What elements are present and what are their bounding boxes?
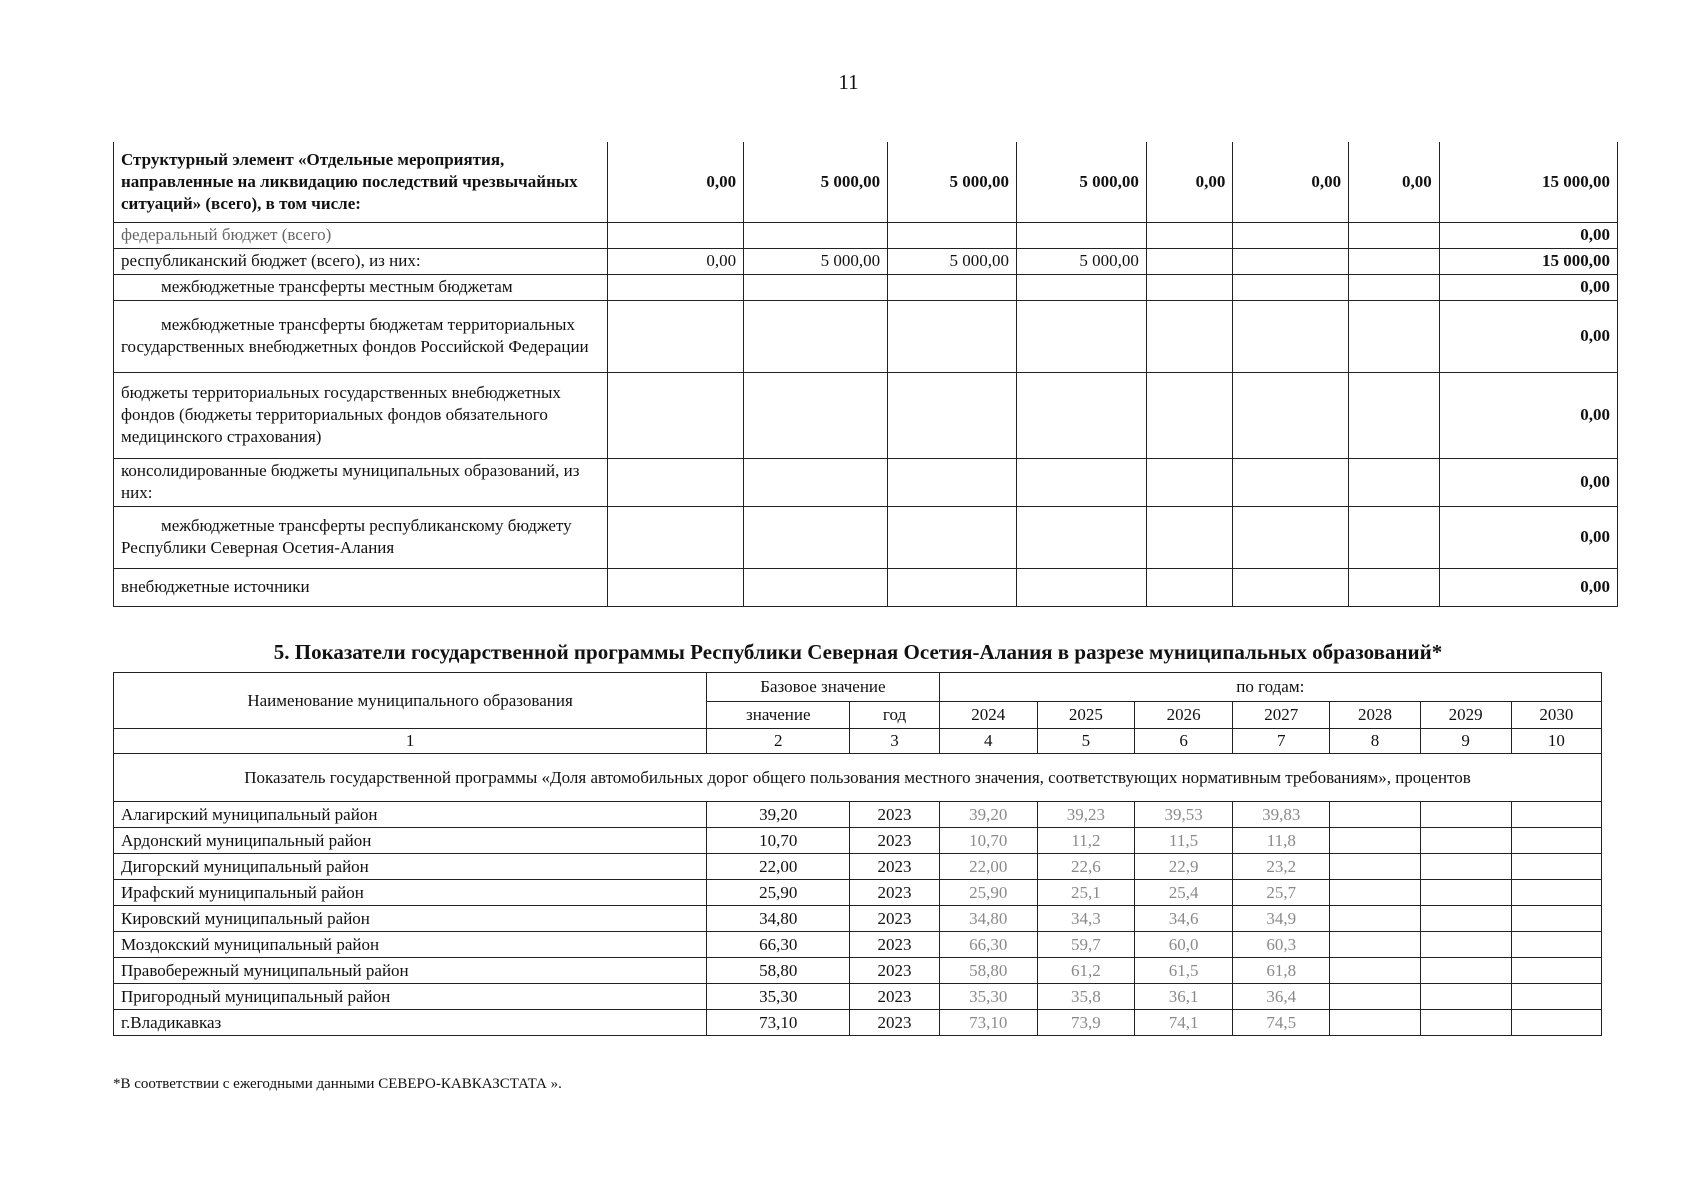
table-row: [114, 828, 1602, 854]
year-value: 73,10: [939, 1010, 1037, 1036]
year-value: [1330, 906, 1420, 932]
base-value: 25,90: [707, 880, 850, 906]
year-value: 11,8: [1233, 828, 1330, 854]
financing-cell: [1016, 458, 1146, 506]
year-value: [1511, 1010, 1601, 1036]
financing-cell: [608, 300, 744, 372]
year-value: [1420, 958, 1511, 984]
year-value: [1420, 906, 1511, 932]
municipality-name: г.Владикавказ: [114, 1010, 707, 1036]
financing-cell: [888, 274, 1017, 300]
financing-cell: [744, 372, 888, 458]
financing-cell: [888, 458, 1017, 506]
financing-row-label: межбюджетные трансферты бюджетам территориальных государственных внебюджетных фондов Российской Федерации: [114, 300, 608, 372]
municipality-name: Ирафский муниципальный район: [114, 880, 707, 906]
financing-row-label: внебюджетные источники: [114, 568, 608, 606]
year-value: 36,4: [1233, 984, 1330, 1010]
municipality-name: Моздокский муниципальный район: [114, 932, 707, 958]
year-value: 34,9: [1233, 906, 1330, 932]
financing-cell: [608, 458, 744, 506]
financing-cell: [1349, 568, 1440, 606]
header-year: 2029: [1420, 702, 1511, 729]
municipality-name: Пригородный муниципальный район: [114, 984, 707, 1010]
indicator-title: Показатель государственной программы «Доля автомобильных дорог общего пользования местного значения, соответствующих нормативным требованиям», процентов: [114, 754, 1602, 802]
financing-cell: [608, 506, 744, 568]
year-value: [1420, 854, 1511, 880]
year-value: 35,8: [1037, 984, 1134, 1010]
financing-cell: [1233, 568, 1349, 606]
financing-total: 0,00: [1439, 568, 1617, 606]
financing-total: 0,00: [1439, 458, 1617, 506]
header-year: 2025: [1037, 702, 1134, 729]
financing-cell: 5 000,00: [888, 142, 1017, 222]
base-value: 10,70: [707, 828, 850, 854]
financing-cell: [1349, 458, 1440, 506]
financing-cell: [744, 506, 888, 568]
base-value: 22,00: [707, 854, 850, 880]
base-value: 73,10: [707, 1010, 850, 1036]
year-value: 39,20: [939, 802, 1037, 828]
year-value: 61,5: [1134, 958, 1232, 984]
financing-cell: [888, 222, 1017, 248]
financing-cell: [1146, 372, 1233, 458]
footnote: *В соответствии с ежегодными данными СЕВЕРО-КАВКАЗСТАТА ».: [113, 1076, 562, 1092]
year-value: 34,3: [1037, 906, 1134, 932]
financing-cell: [744, 300, 888, 372]
year-value: [1330, 802, 1420, 828]
financing-cell: [744, 274, 888, 300]
year-value: 11,5: [1134, 828, 1232, 854]
financing-cell: [1146, 222, 1233, 248]
financing-cell: [1146, 300, 1233, 372]
col-number: 7: [1233, 729, 1330, 754]
financing-cell: 5 000,00: [744, 248, 888, 274]
year-value: [1511, 802, 1601, 828]
year-value: [1330, 984, 1420, 1010]
financing-row-label: межбюджетные трансферты местным бюджетам: [114, 274, 608, 300]
indicators-table: [113, 672, 1602, 1036]
base-year: 2023: [850, 854, 939, 880]
financing-cell: [1146, 568, 1233, 606]
financing-cell: [888, 506, 1017, 568]
municipality-name: Кировский муниципальный район: [114, 906, 707, 932]
table-row: [114, 880, 1602, 906]
financing-cell: 0,00: [608, 142, 744, 222]
base-year: 2023: [850, 906, 939, 932]
financing-cell: [1233, 506, 1349, 568]
financing-total: 0,00: [1439, 300, 1617, 372]
year-value: 39,53: [1134, 802, 1232, 828]
financing-row-label: межбюджетные трансферты республиканскому бюджету Республики Северная Осетия-Алания: [114, 506, 608, 568]
section-title: 5. Показатели государственной программы Республики Северная Осетия-Алания в разрезе муниципальных образований*: [273, 640, 1443, 664]
financing-row-label: республиканский бюджет (всего), из них:: [114, 248, 608, 274]
financing-cell: [608, 568, 744, 606]
financing-cell: [1349, 248, 1440, 274]
year-value: 25,4: [1134, 880, 1232, 906]
header-base-value: значение: [707, 702, 850, 729]
year-value: [1330, 958, 1420, 984]
financing-cell: [1146, 274, 1233, 300]
year-value: [1511, 828, 1601, 854]
header-year: 2030: [1511, 702, 1601, 729]
year-value: 73,9: [1037, 1010, 1134, 1036]
year-value: [1511, 984, 1601, 1010]
year-value: [1330, 1010, 1420, 1036]
year-value: 66,30: [939, 932, 1037, 958]
year-value: 61,8: [1233, 958, 1330, 984]
financing-cell: [888, 300, 1017, 372]
financing-cell: [1349, 506, 1440, 568]
base-year: 2023: [850, 880, 939, 906]
year-value: 59,7: [1037, 932, 1134, 958]
base-year: 2023: [850, 1010, 939, 1036]
financing-cell: [1016, 300, 1146, 372]
financing-row: [114, 222, 1618, 248]
year-value: [1511, 932, 1601, 958]
financing-cell: [1146, 248, 1233, 274]
base-year: 2023: [850, 828, 939, 854]
header-years-group: по годам:: [939, 673, 1601, 702]
financing-cell: 5 000,00: [1016, 142, 1146, 222]
year-value: 36,1: [1134, 984, 1232, 1010]
year-value: [1511, 958, 1601, 984]
financing-cell: 5 000,00: [1016, 248, 1146, 274]
financing-table: [113, 142, 1618, 607]
header-year: 2027: [1233, 702, 1330, 729]
financing-cell: [608, 274, 744, 300]
financing-cell: [1233, 300, 1349, 372]
year-value: [1420, 828, 1511, 854]
table-row: [114, 984, 1602, 1010]
year-value: 74,5: [1233, 1010, 1330, 1036]
municipality-name: Алагирский муниципальный район: [114, 802, 707, 828]
year-value: 25,1: [1037, 880, 1134, 906]
financing-row: [114, 506, 1618, 568]
financing-cell: [744, 458, 888, 506]
table-row: [114, 1010, 1602, 1036]
header-base-group: Базовое значение: [707, 673, 939, 702]
year-value: [1511, 906, 1601, 932]
financing-cell: [888, 568, 1017, 606]
col-number: 8: [1330, 729, 1420, 754]
financing-row-label: бюджеты территориальных государственных внебюджетных фондов (бюджеты территориальных фондов обязательного медицинского страхования): [114, 372, 608, 458]
financing-cell: 0,00: [1146, 142, 1233, 222]
financing-cell: [1016, 506, 1146, 568]
financing-cell: [608, 372, 744, 458]
financing-row-label: Структурный элемент «Отдельные мероприятия, направленные на ликвидацию последствий чрезвычайных ситуаций» (всего), в том числе:: [114, 142, 608, 222]
financing-cell: [1233, 372, 1349, 458]
col-number: 6: [1134, 729, 1232, 754]
base-year: 2023: [850, 802, 939, 828]
financing-row-label: федеральный бюджет (всего): [114, 222, 608, 248]
financing-cell: [1233, 458, 1349, 506]
municipality-name: Ардонский муниципальный район: [114, 828, 707, 854]
year-value: 58,80: [939, 958, 1037, 984]
base-value: 34,80: [707, 906, 850, 932]
year-value: 25,7: [1233, 880, 1330, 906]
financing-cell: [1349, 300, 1440, 372]
header-year: 2024: [939, 702, 1037, 729]
financing-row: [114, 372, 1618, 458]
financing-total: 0,00: [1439, 506, 1617, 568]
financing-cell: [1016, 274, 1146, 300]
year-value: 60,3: [1233, 932, 1330, 958]
header-year: 2026: [1134, 702, 1232, 729]
financing-cell: [1016, 568, 1146, 606]
financing-cell: [1349, 274, 1440, 300]
year-value: [1420, 984, 1511, 1010]
financing-total: 0,00: [1439, 274, 1617, 300]
financing-cell: 0,00: [1349, 142, 1440, 222]
financing-row: [114, 300, 1618, 372]
year-value: 22,6: [1037, 854, 1134, 880]
year-value: 25,90: [939, 880, 1037, 906]
col-number: 9: [1420, 729, 1511, 754]
financing-row: [114, 248, 1618, 274]
financing-cell: [744, 568, 888, 606]
year-value: 23,2: [1233, 854, 1330, 880]
table-row: [114, 958, 1602, 984]
year-value: [1330, 932, 1420, 958]
financing-cell: [1146, 506, 1233, 568]
financing-row: [114, 458, 1618, 506]
financing-cell: 5 000,00: [888, 248, 1017, 274]
header-name-col: Наименование муниципального образования: [114, 673, 707, 729]
col-number: 3: [850, 729, 939, 754]
base-value: 35,30: [707, 984, 850, 1010]
financing-cell: 5 000,00: [744, 142, 888, 222]
financing-row-label: консолидированные бюджеты муниципальных образований, из них:: [114, 458, 608, 506]
col-number: 10: [1511, 729, 1601, 754]
financing-total: 15 000,00: [1439, 248, 1617, 274]
financing-total: 0,00: [1439, 372, 1617, 458]
financing-cell: 0,00: [1233, 142, 1349, 222]
financing-cell: [1233, 248, 1349, 274]
financing-cell: 0,00: [608, 248, 744, 274]
year-value: 34,80: [939, 906, 1037, 932]
table-row: [114, 906, 1602, 932]
year-value: [1420, 1010, 1511, 1036]
year-value: [1511, 854, 1601, 880]
year-value: 61,2: [1037, 958, 1134, 984]
financing-cell: [744, 222, 888, 248]
base-value: 39,20: [707, 802, 850, 828]
financing-cell: [608, 222, 744, 248]
year-value: [1511, 880, 1601, 906]
financing-row: [114, 142, 1618, 222]
financing-row: [114, 274, 1618, 300]
year-value: [1330, 880, 1420, 906]
year-value: 11,2: [1037, 828, 1134, 854]
year-value: 22,00: [939, 854, 1037, 880]
year-value: 39,83: [1233, 802, 1330, 828]
base-value: 58,80: [707, 958, 850, 984]
financing-cell: [1233, 274, 1349, 300]
year-value: 34,6: [1134, 906, 1232, 932]
base-year: 2023: [850, 958, 939, 984]
year-value: [1420, 802, 1511, 828]
year-value: [1420, 880, 1511, 906]
page-number: 11: [838, 70, 859, 94]
base-value: 66,30: [707, 932, 850, 958]
year-value: 10,70: [939, 828, 1037, 854]
table-row: [114, 854, 1602, 880]
financing-cell: [1233, 222, 1349, 248]
year-value: [1330, 828, 1420, 854]
col-number: 2: [707, 729, 850, 754]
base-year: 2023: [850, 984, 939, 1010]
financing-cell: [1146, 458, 1233, 506]
table-row: [114, 802, 1602, 828]
financing-cell: [1349, 222, 1440, 248]
table-row: [114, 932, 1602, 958]
financing-total: 15 000,00: [1439, 142, 1617, 222]
year-value: [1330, 854, 1420, 880]
year-value: 35,30: [939, 984, 1037, 1010]
year-value: 74,1: [1134, 1010, 1232, 1036]
header-year: 2028: [1330, 702, 1420, 729]
year-value: 22,9: [1134, 854, 1232, 880]
financing-cell: [1016, 372, 1146, 458]
col-number: 4: [939, 729, 1037, 754]
base-year: 2023: [850, 932, 939, 958]
financing-cell: [1349, 372, 1440, 458]
year-value: [1420, 932, 1511, 958]
financing-row: [114, 568, 1618, 606]
year-value: 60,0: [1134, 932, 1232, 958]
col-number: 5: [1037, 729, 1134, 754]
financing-cell: [1016, 222, 1146, 248]
financing-total: 0,00: [1439, 222, 1617, 248]
col-number: 1: [114, 729, 707, 754]
financing-cell: [888, 372, 1017, 458]
municipality-name: Дигорский муниципальный район: [114, 854, 707, 880]
year-value: 39,23: [1037, 802, 1134, 828]
header-base-year: год: [850, 702, 939, 729]
municipality-name: Правобережный муниципальный район: [114, 958, 707, 984]
